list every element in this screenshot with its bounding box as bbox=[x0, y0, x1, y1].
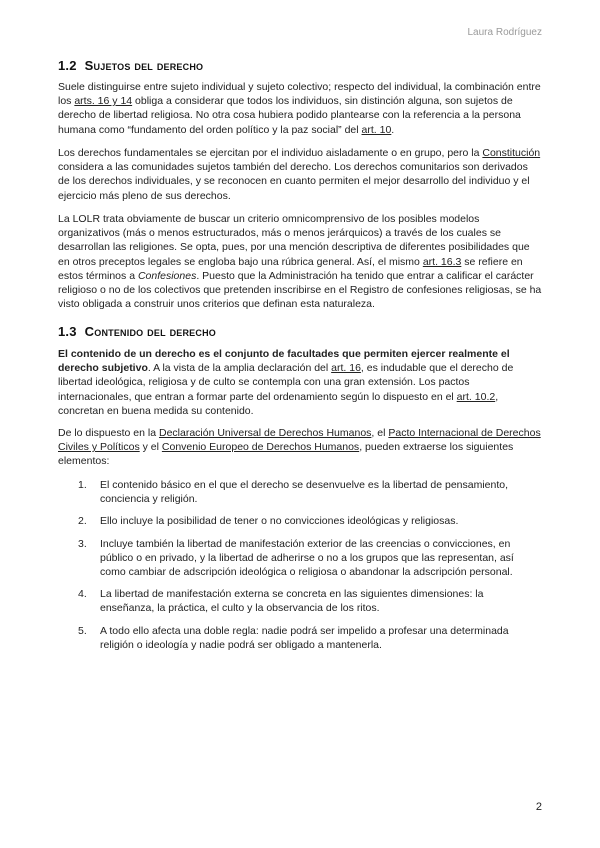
paragraph-sujetos-1 bbox=[58, 80, 542, 137]
paragraph-contenido-1 bbox=[58, 347, 542, 418]
text-run: Suele distinguirse entre sujeto individual y sujeto colectivo; respecto del individual, la combinación entre los bbox=[58, 81, 541, 108]
text-run: obliga a considerar que todos los individuos, sin distinción alguna, son sujetos de derecho de libertad religiosa. No otra cosa hubiera podido plantearse con la referencia a la persona humana como “fundamento del orden político y la paz social” del bbox=[58, 95, 521, 136]
text-run: y el bbox=[139, 441, 162, 454]
page-number: 2 bbox=[535, 801, 542, 813]
paragraph-contenido-2 bbox=[58, 426, 542, 469]
list-text: El contenido básico en el que el derecho se desenvuelve es la libertad de pensamiento, conciencia y religión. bbox=[100, 479, 509, 506]
list-number: 1. bbox=[78, 479, 87, 491]
section-title: Contenido del derecho bbox=[84, 324, 216, 339]
paragraph-sujetos-3 bbox=[58, 212, 542, 311]
text-run: . A la vista de la amplia declaración del bbox=[147, 362, 332, 375]
list-item bbox=[58, 587, 528, 615]
list-item bbox=[58, 514, 528, 528]
section-heading-sujetos bbox=[58, 58, 203, 73]
text-run: se refiere en estos términos a bbox=[58, 255, 523, 282]
text-run: La LOLR trata obviamente de buscar un criterio omnicomprensivo de los posibles modelos organizativos (más o menos estructurados, más o menos jerárquicos) a través de los cuales se desarrollan las religiones. Se opta, pues, por una mención descriptiva de diferentes posibilidades que en otros preceptos legales se engloba bajo una rúbrica general. Así, el mismo bbox=[58, 213, 530, 268]
list-text: La libertad de manifestación externa se concreta en las siguientes dimensiones: la enseñanza, la práctica, el culto y la observancia de los ritos. bbox=[100, 588, 484, 615]
text-run: . bbox=[391, 123, 395, 136]
list-text: A todo ello afecta una doble regla: nadie podrá ser impelido a profesar una determinada religión o ideología y nadie podrá ser obligado a mantenerla. bbox=[100, 624, 509, 651]
list-number: 3. bbox=[78, 537, 87, 550]
link-convenio-europeo[interactable]: Convenio Europeo de Derechos Humanos bbox=[161, 441, 360, 454]
paragraph-sujetos-2 bbox=[58, 146, 542, 203]
page-header-author: Laura Rodríguez bbox=[467, 27, 542, 38]
text-run: , pueden extraerse los siguientes elementos: bbox=[58, 441, 514, 468]
list-item bbox=[58, 624, 528, 652]
section-heading-contenido bbox=[58, 324, 216, 339]
list-text: Ello incluye la posibilidad de tener o no convicciones ideológicas y religiosas. bbox=[100, 515, 459, 528]
link-art-16[interactable]: art. 16 bbox=[331, 362, 361, 375]
section-number: 1.3 bbox=[58, 324, 77, 339]
list-number: 2. bbox=[78, 515, 87, 528]
text-run: , concretan en buena medida su contenido. bbox=[58, 390, 499, 417]
section-title: Sujetos del derecho bbox=[84, 58, 204, 73]
list-item bbox=[58, 478, 528, 506]
bold-definition: El contenido de un derecho es el conjunto de facultades que permiten ejercer realmente el derecho subjetivo bbox=[58, 348, 510, 375]
text-run: , es indudable que el derecho de libertad ideológica, religiosa y de culto se contempla con una gran extensión. Los pactos internacionales, que entran a formar parte del ordenamiento según lo dispuesto en el bbox=[58, 362, 514, 403]
emphasis-confesiones: Confesiones bbox=[137, 269, 197, 282]
link-arts-16-14[interactable]: arts. 16 y 14 bbox=[74, 95, 133, 108]
link-art-10-2[interactable]: art. 10.2 bbox=[456, 390, 496, 403]
list-text: Incluye también la libertad de manifestación exterior de las creencias o convicciones, en público o en privado, y la libertad de adherirse o no a los grupos que las representan, así como cambiar de adscripción ideológica o religiosa o abandonar la adscripción personal. bbox=[100, 537, 514, 579]
link-art-10[interactable]: art. 10 bbox=[361, 123, 392, 136]
text-run: , el bbox=[371, 427, 389, 439]
text-run: Los derechos fundamentales se ejercitan por el individuo aisladamente o en grupo, pero la bbox=[58, 147, 483, 159]
text-run: considera a las comunidades sujetos también del derecho. Los derechos comunitarios son derivados de los derechos individuales, y se reconocen en cuanto permiten el mejor desarrollo del individuo y el ejercicio más pleno de sus derechos. bbox=[58, 161, 530, 202]
text-run: . Puesto que la Administración ha tenido que entrar a calificar el carácter religioso o no de los colectivos que pretenden inscribirse en el Registro de confesiones religiosas, se ha visto obligada a construir unos criterios que definan esta naturaleza. bbox=[58, 269, 542, 311]
text-run: De lo dispuesto en la bbox=[58, 427, 159, 439]
elements-list bbox=[58, 478, 528, 660]
section-number: 1.2 bbox=[58, 58, 77, 73]
link-constitucion[interactable]: Constitución bbox=[482, 147, 541, 159]
link-art-16-3[interactable]: art. 16.3 bbox=[422, 255, 462, 268]
link-pacto-internacional[interactable]: Pacto Internacional de Derechos Civiles y Políticos bbox=[58, 427, 541, 454]
link-declaracion-universal[interactable]: Declaración Universal de Derechos Humanos bbox=[158, 427, 372, 439]
list-number: 5. bbox=[78, 624, 87, 637]
list-item bbox=[58, 537, 528, 580]
list-number: 4. bbox=[78, 588, 87, 601]
